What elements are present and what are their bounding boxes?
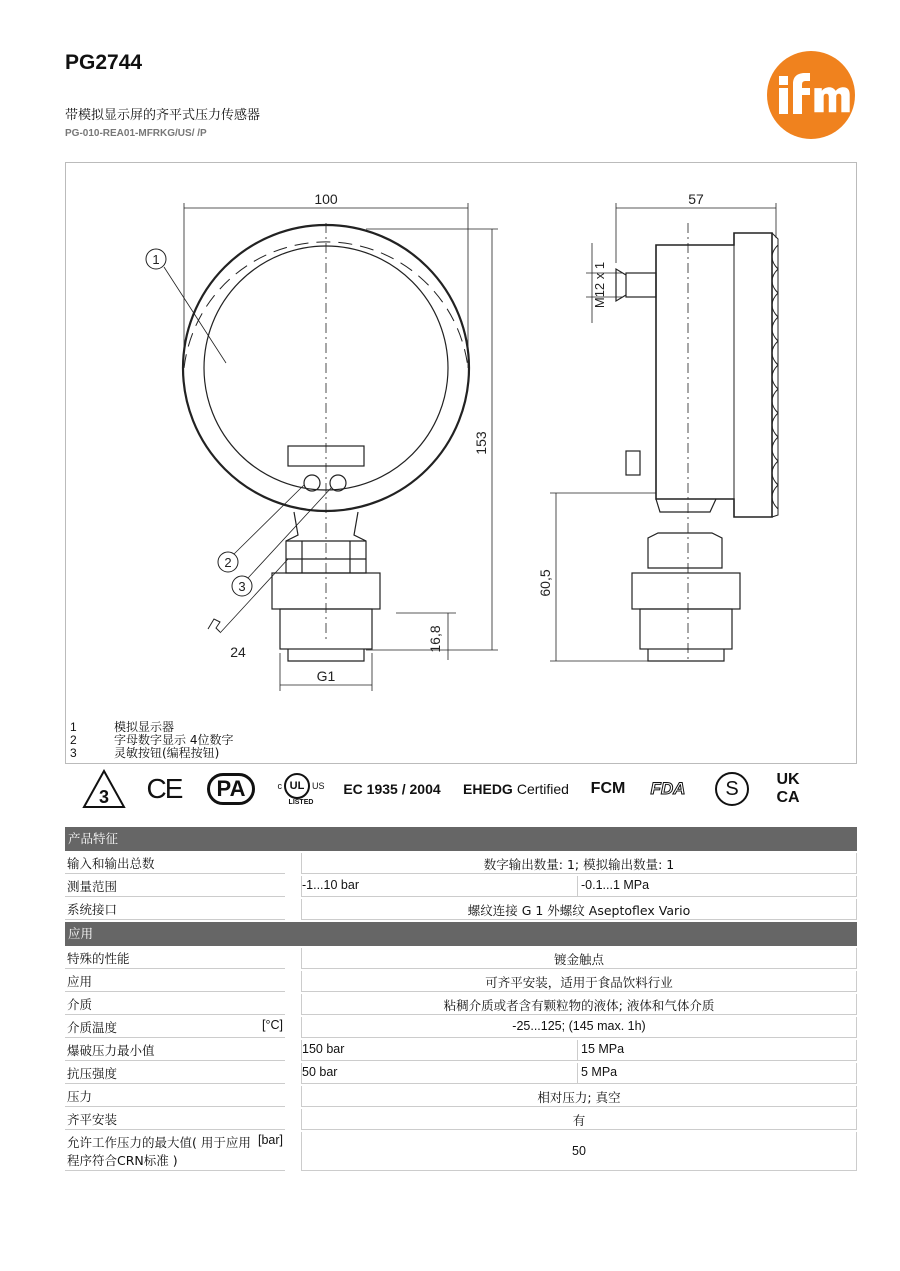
ukca-bottom-text: CA <box>776 789 800 806</box>
spec-label: 介质温度 [°C] <box>65 1017 285 1038</box>
dim-g-label: 16,8 <box>427 625 443 653</box>
legend-num: 3 <box>70 746 77 760</box>
ec1935-mark <box>342 768 442 810</box>
spec-unit: [°C] <box>262 1018 283 1032</box>
spec-label: 压力 <box>65 1086 285 1107</box>
spec-row <box>65 1063 857 1084</box>
product-title: PG2744 <box>65 51 143 74</box>
spec-value: 50 bar <box>302 1065 338 1079</box>
spec-row <box>65 853 857 874</box>
spec-row <box>65 1040 857 1061</box>
legend-item <box>70 747 233 760</box>
spec-label: 爆破压力最小值 <box>65 1040 285 1061</box>
fda-mark <box>644 768 692 810</box>
legend-text: 灵敏按钮(编程按钮) <box>114 746 220 760</box>
spec-label: 抗压强度 <box>65 1063 285 1084</box>
drawing-legend <box>70 721 233 760</box>
spec-tables <box>65 827 857 1173</box>
spec-value: 螺纹连接 G 1 外螺纹 Aseptoflex Vario <box>467 903 691 918</box>
ec1935-text: EC 1935 / 2004 <box>343 781 441 797</box>
section-header-application: 应用 <box>65 922 857 946</box>
atex-a3-icon <box>80 768 128 810</box>
ehedg-mark <box>458 768 574 810</box>
ukca-mark <box>768 768 808 810</box>
spec-value: 可齐平安装，适用于食品饮料行业 <box>485 975 673 990</box>
spec-value: 5 MPa <box>577 1063 856 1083</box>
spec-row <box>65 971 857 992</box>
ehedg-bold-text: EHEDG <box>463 781 513 797</box>
dim-width-label: 100 <box>314 191 338 207</box>
spec-value: 15 MPa <box>577 1040 856 1060</box>
product-subtitle: 带模拟显示屏的齐平式压力传感器 <box>65 108 261 123</box>
legend-num: 1 <box>70 720 77 734</box>
order-code: PG-010-REA01-MFRKG/US/ /P <box>65 128 207 139</box>
spec-row <box>65 1132 857 1171</box>
spec-value: 50 <box>572 1144 586 1158</box>
s-mark-icon <box>712 768 752 810</box>
spec-label: 齐平安装 <box>65 1109 285 1130</box>
spec-value: 镀金触点 <box>553 952 604 967</box>
spec-label: 输入和输出总数 <box>65 853 285 874</box>
spec-value: 数字输出数量: 1; 模拟输出数量: 1 <box>483 857 675 872</box>
spec-value: -25...125; (145 max. 1h) <box>512 1019 646 1033</box>
dim-g1-label: G1 <box>316 668 336 684</box>
ce-mark-icon <box>142 768 186 810</box>
ul-c-text: c <box>277 780 282 791</box>
spec-value: 有 <box>572 1113 586 1128</box>
spec-label: 测量范围 <box>65 876 285 897</box>
ul-listed-icon <box>276 768 326 810</box>
spec-row <box>65 876 857 897</box>
spec-label: 应用 <box>65 971 285 992</box>
legend-text: 字母数字显示 4位数字 <box>114 733 234 747</box>
spec-label: 系统接口 <box>65 899 285 920</box>
spec-label: 介质 <box>65 994 285 1015</box>
spec-row <box>65 1086 857 1107</box>
spec-row <box>65 994 857 1015</box>
ul-us-text: US <box>311 780 325 791</box>
technical-drawing <box>65 162 857 764</box>
spec-row <box>65 1017 857 1038</box>
ce-mark-text: CE <box>146 773 182 804</box>
atex-a3-number: 3 <box>98 787 110 807</box>
spec-row <box>65 948 857 969</box>
spec-unit: [bar] <box>257 1133 283 1147</box>
dim-side-label: 57 <box>688 191 704 207</box>
legend-text: 模拟显示器 <box>114 720 175 734</box>
spec-value: 粘稠介质或者含有颗粒物的液体; 液体和气体介质 <box>443 998 715 1013</box>
pa-mark-icon <box>200 768 262 810</box>
spec-value: -0.1...1 MPa <box>577 876 856 896</box>
ul-circle-text: UL <box>284 773 310 799</box>
spec-value: -1...10 bar <box>302 878 359 892</box>
spec-label: 特殊的性能 <box>65 948 285 969</box>
fda-text: FDA <box>650 779 686 798</box>
wrench-size-label: 24 <box>230 644 246 660</box>
fcm-mark <box>586 768 630 810</box>
ul-listed-text: LISTED <box>288 798 314 806</box>
spec-row <box>65 899 857 920</box>
pa-mark-text: PA <box>207 773 256 805</box>
spec-value: 相对压力; 真空 <box>537 1090 621 1105</box>
spec-label: 允许工作压力的最大值( 用于应用程序符合CRN标准 ) [bar] <box>65 1132 285 1171</box>
ifm-logo <box>766 50 856 140</box>
section-header-features: 产品特征 <box>65 827 857 851</box>
spec-value: 150 bar <box>302 1042 345 1056</box>
callout-1: 1 <box>152 252 160 267</box>
dim-lower-label: 60,5 <box>537 569 553 597</box>
spec-row <box>65 1109 857 1130</box>
s-mark-text: S <box>715 772 749 806</box>
callout-2: 2 <box>224 555 232 570</box>
dim-thread-label: M12 x 1 <box>592 261 607 309</box>
callout-3: 3 <box>238 579 246 594</box>
ehedg-rest-text: Certified <box>516 781 569 797</box>
fcm-text: FCM <box>590 780 626 797</box>
dimension-drawing <box>66 163 858 765</box>
certification-logos <box>80 768 810 810</box>
dim-height-label: 153 <box>473 431 489 455</box>
legend-num: 2 <box>70 733 77 747</box>
ukca-top-text: UK <box>776 771 800 788</box>
